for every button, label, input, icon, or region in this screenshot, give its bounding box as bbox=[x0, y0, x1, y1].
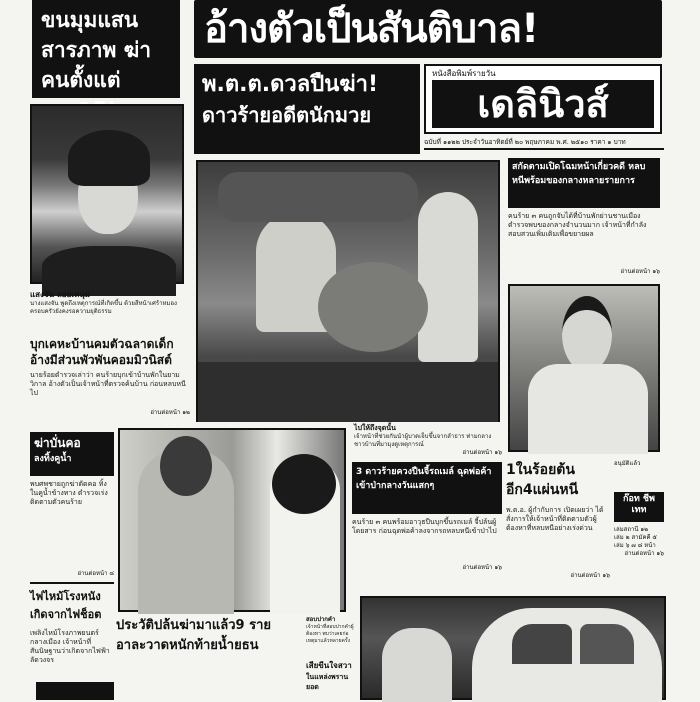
top-right-story bbox=[508, 158, 660, 282]
bottom-side-sub: สอบปากคำ bbox=[306, 616, 336, 623]
second-headline-line1: พ.ต.ต.ดวลปืนฆ่า! bbox=[202, 72, 378, 97]
center-story-continued: อ่านต่อหน้า ๑๖ bbox=[462, 564, 502, 571]
mid-left-kicker-line1: ฆ่าบั่นคอ bbox=[34, 436, 81, 450]
left-story bbox=[30, 290, 190, 430]
center-story bbox=[352, 462, 502, 572]
top-right-headline: สกัดตามเปิดโฉมหน้าเกี่ยวคดี หลบหนีพร้อมของกลางหลายรายการ bbox=[508, 158, 660, 208]
right-block-continued: อ่านต่อหน้า ๑๖ bbox=[570, 572, 610, 579]
main-headline: อ้างตัวเป็นสันติบาล! bbox=[204, 6, 539, 52]
photo-ground bbox=[198, 362, 498, 422]
top-left-headline: ขนมุมแสน สารภาพ ฆ่าคนตั้งแต่ bbox=[41, 8, 152, 92]
far-right-item: เล่ม ๖ ๗ ๘ หน้า bbox=[614, 542, 656, 549]
bottom-side-headline: เสียขีนใจสวา bbox=[306, 661, 352, 670]
right-block-story bbox=[506, 460, 610, 590]
top-right-text: คนร้าย ๓ คนถูกจับได้ที่บ้านพักย่านชานเมือง ตำรวจพบของกลางจำนวนมาก เจ้าหน้าที่กำลังสอบสวนเพิ่มเติมเพื่อขยายผล bbox=[508, 212, 647, 238]
right-block-headline: 1ในร้อยต้นอีก4แผ่นหนี bbox=[506, 462, 579, 498]
photo-background-figures bbox=[218, 172, 418, 222]
center-story-text: คนร้าย ๓ คนพร้อมอาวุธปืนบุกขึ้นรถเมล์ จี้ปล้นผู้โดยสาร ก่อนฉุดพ่อค้าลงจากรถหลบหนีเข้าป่าไป bbox=[352, 518, 497, 535]
second-headline-box bbox=[194, 64, 420, 154]
far-right-continued: อ่านต่อหน้า ๑๖ bbox=[624, 550, 664, 557]
photo-boulder bbox=[318, 262, 428, 352]
center-caption-continued: อ่านต่อหน้า ๑๖ bbox=[462, 449, 502, 456]
car-person bbox=[382, 628, 452, 702]
portrait-caption-name: แสงจัน ลอยเหนุ่ม bbox=[30, 290, 91, 299]
top-right-continued: อ่านต่อหน้า ๑๖ bbox=[620, 268, 660, 275]
top-left-headline-box bbox=[32, 0, 180, 98]
portrait-photo bbox=[30, 104, 184, 284]
mid-left-story2-headline: ไฟไหม้โรงหนัง เกิดจากไฟช็อต bbox=[30, 590, 102, 621]
car-window-rear bbox=[580, 624, 634, 664]
woman-hair bbox=[272, 454, 336, 514]
portrait-shoulders bbox=[42, 246, 176, 296]
bottom-side-text: เจ้าหน้าที่สอบปากคำผู้ต้องหา พบว่าเคยก่อเหตุมาแล้วหลายครั้ง bbox=[306, 624, 354, 644]
center-caption-text: เจ้าหน้าที่ช่วยกันนำผู้บาดเจ็บขึ้นจากลำธาร ท่ามกลางชาวบ้านที่มามุงดูเหตุการณ์ bbox=[354, 433, 492, 448]
far-right-item: เล่ม ๒ สามัคคี ๕ bbox=[614, 534, 657, 541]
bottom-side-story bbox=[306, 616, 356, 700]
mid-left-kicker-line2: ลงทิ้งคูน้ำ bbox=[34, 454, 72, 464]
mid-left-story2-text: เพลิงไหม้โรงภาพยนตร์กลางเมือง เจ้าหน้าที่สันนิษฐานว่าเกิดจากไฟฟ้าลัดวงจร bbox=[30, 629, 110, 664]
center-caption bbox=[354, 424, 502, 460]
mid-left-text: พบศพชายถูกฆ่าตัดคอ ทิ้งในคูน้ำข้างทาง ตำรวจเร่งติดตามตัวคนร้าย bbox=[30, 480, 108, 506]
main-photo bbox=[196, 160, 500, 422]
logo: เดลินิวส์ bbox=[432, 80, 654, 128]
left-story-continued: อ่านต่อหน้า ๑๒ bbox=[150, 409, 190, 416]
far-right-column bbox=[614, 460, 664, 590]
officer-face bbox=[160, 436, 212, 496]
mid-left-rule bbox=[30, 582, 114, 584]
logo-subtitle: หนังสือพิมพ์รายวัน bbox=[432, 69, 496, 78]
far-right-top-text: อนุมัติแล้ว bbox=[614, 460, 641, 467]
portrait-caption-text: นางแสงจัน พูดถึงเหตุการณ์ที่เกิดขึ้น ด้วยสีหน้าเศร้าหมอง ครอบครัวยังคงรอความยุติธรรม bbox=[30, 300, 177, 315]
portrait-hair bbox=[68, 130, 150, 186]
far-right-items bbox=[614, 526, 664, 550]
center-story-headline: 3 ดาวร้ายควงปืนจี้รถเมล์ ฉุดพ่อค้าเข้าป่ากลางวันแสกๆ bbox=[352, 462, 502, 514]
mid-left-continued: อ่านต่อหน้า ๘ bbox=[77, 570, 114, 577]
far-right-logo: ก๊อท ชีพเทท bbox=[614, 492, 664, 522]
right-block-text: พ.ต.อ. ผู้กำกับการ เปิดเผยว่า ได้สั่งการให้เจ้าหน้าที่ติดตามตัวผู้ต้องหาที่หลบหนีอย่างเร่งด่วน bbox=[506, 506, 604, 532]
center-caption-title: ไปให้ถึงจุดนั้น bbox=[354, 424, 396, 432]
issue-line: ฉบับที่ ๑๑๒๒ ประจำวันอาทิตย์ที่ ๒๐ พฤษภาคม พ.ศ. ๒๕๑๐ ราคา ๑ บาท bbox=[424, 136, 664, 150]
left-story-headline: บุกเคหะบ้านคมตัวฉลาดเด็ก อ้างมีส่วนพัวพันคอมมิวนิสต์ bbox=[30, 337, 174, 367]
bottom-left-box bbox=[36, 682, 114, 700]
bottom-center-story bbox=[116, 616, 306, 700]
main-headline-box bbox=[194, 0, 662, 58]
photo-figure-officer bbox=[418, 192, 478, 362]
right-photo bbox=[508, 284, 660, 452]
right-photo-body bbox=[528, 364, 648, 454]
second-headline-line2: ดาวร้ายอดีตนักมวย bbox=[202, 103, 372, 127]
car-photo bbox=[360, 596, 666, 700]
logo-box bbox=[424, 64, 662, 134]
bottom-side-headline2: ในแหล่งพรานยอด bbox=[306, 673, 349, 691]
bottom-center-headline: ประวัติปล้นฆ่ามาแล้ว9 ราย อาละวาดหนักท้ายน้ำยธน bbox=[116, 618, 271, 653]
left-story-text: นายร้อยตำรวจเล่าว่า คนร้ายบุกเข้าบ้านพักในยามวิกาล อ้างตัวเป็นเจ้าหน้าที่ตรวจค้นบ้าน ก่อนหลบหนีไป bbox=[30, 371, 186, 397]
car-window bbox=[512, 624, 572, 664]
mid-left-column bbox=[30, 432, 114, 700]
mid-left-kicker bbox=[30, 432, 114, 476]
right-photo-face bbox=[562, 296, 612, 372]
officer-photo bbox=[118, 428, 346, 612]
far-right-item: เล่มสถานี ๑๒ bbox=[614, 526, 649, 533]
